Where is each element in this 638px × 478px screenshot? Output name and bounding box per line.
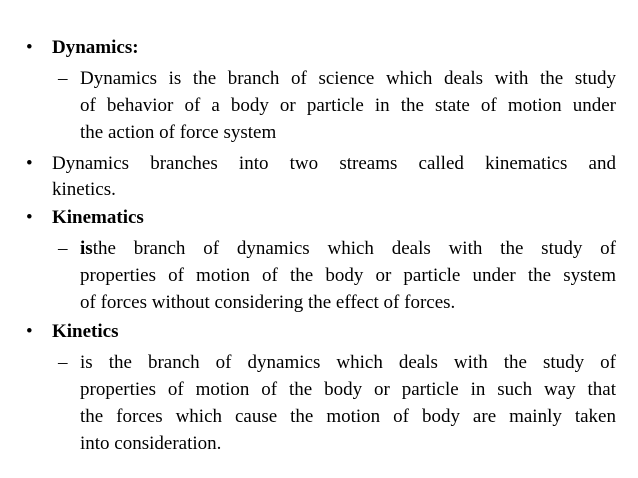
kinetics-def-line-2: properties of motion of the body or particle in such way that (80, 379, 616, 400)
kinetics-def-line-1: is the branch of dynamics which deals with the study of (80, 352, 616, 373)
heading-kinematics (52, 206, 144, 230)
kinetics-def-line-3: the forces which cause the motion of body are mainly taken (80, 406, 616, 427)
kinematics-def-line-2: properties of motion of the body or particle under the system (80, 265, 616, 286)
dynamics-def-line-2: of behavior of a body or particle in the state of motion under (80, 95, 616, 116)
dash-marker: – (58, 352, 68, 373)
bullet-marker: • (26, 207, 33, 228)
dynamics-def-line-1: Dynamics is the branch of science which deals with the study (80, 68, 616, 89)
dynamics-def-line-3: the action of force system (80, 122, 277, 143)
kinematics-def-line-3: of forces without considering the effect of forces. (80, 292, 456, 313)
kinematics-def-line-1 (80, 237, 616, 261)
bullet-marker: • (26, 37, 33, 58)
heading-dynamics-text: Dynamics: (52, 37, 139, 58)
branches-line-2: kinetics. (52, 179, 116, 200)
kinematics-bold-word: is (80, 238, 93, 259)
bullet-marker: • (26, 321, 33, 342)
heading-dynamics (52, 36, 139, 60)
bullet-marker: • (26, 153, 33, 174)
branches-line-1: Dynamics branches into two streams called kinematics and (52, 153, 616, 174)
heading-kinetics-text: Kinetics (52, 321, 119, 342)
dash-marker: – (58, 238, 68, 259)
dash-marker: – (58, 68, 68, 89)
kinematics-def-line-1-rest: the branch of dynamics which deals with the study of (92, 238, 616, 259)
heading-kinetics (52, 320, 119, 344)
heading-kinematics-text: Kinematics (52, 207, 144, 228)
kinetics-def-line-4: into consideration. (80, 433, 222, 454)
